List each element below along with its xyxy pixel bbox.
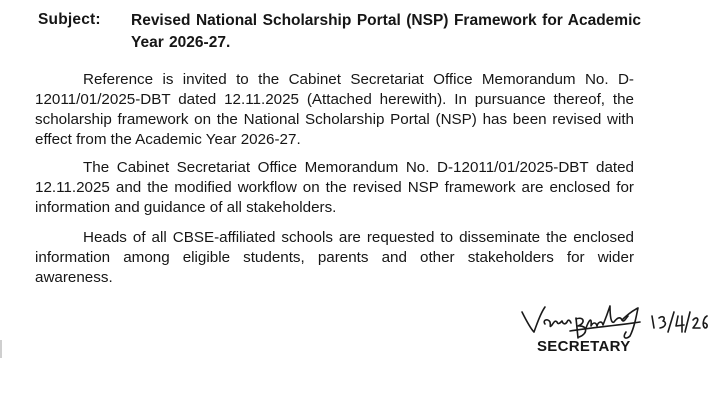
designation-secretary: SECRETARY: [537, 338, 631, 355]
subject-text: Revised National Scholarship Portal (NSP) Framework for Academic Year 2026-27.: [131, 12, 641, 51]
subject-label: Subject:: [38, 11, 101, 28]
paragraph-request: Heads of all CBSE-affiliated schools are requested to disseminate the enclosed information among eligible students, parents and other stakeholders for wider awareness.: [35, 229, 634, 286]
paragraph-reference: Reference is invited to the Cabinet Secretariat Office Memorandum No. D-12011/01/2025-DBT dated 12.11.2025 (Attached herewith). In pursuance thereof, the scholarship framework on the National Scholarship Portal (NSP) has been revised with effect from the Academic Year 2026-27.: [35, 71, 634, 148]
paragraph-enclosure: The Cabinet Secretariat Office Memorandum No. D-12011/01/2025-DBT dated 12.11.2025 and the modified workflow on the revised NSP framework are enclosed for information and guidance of all stakeholders.: [35, 159, 634, 216]
page-edge-mark: [0, 340, 2, 358]
